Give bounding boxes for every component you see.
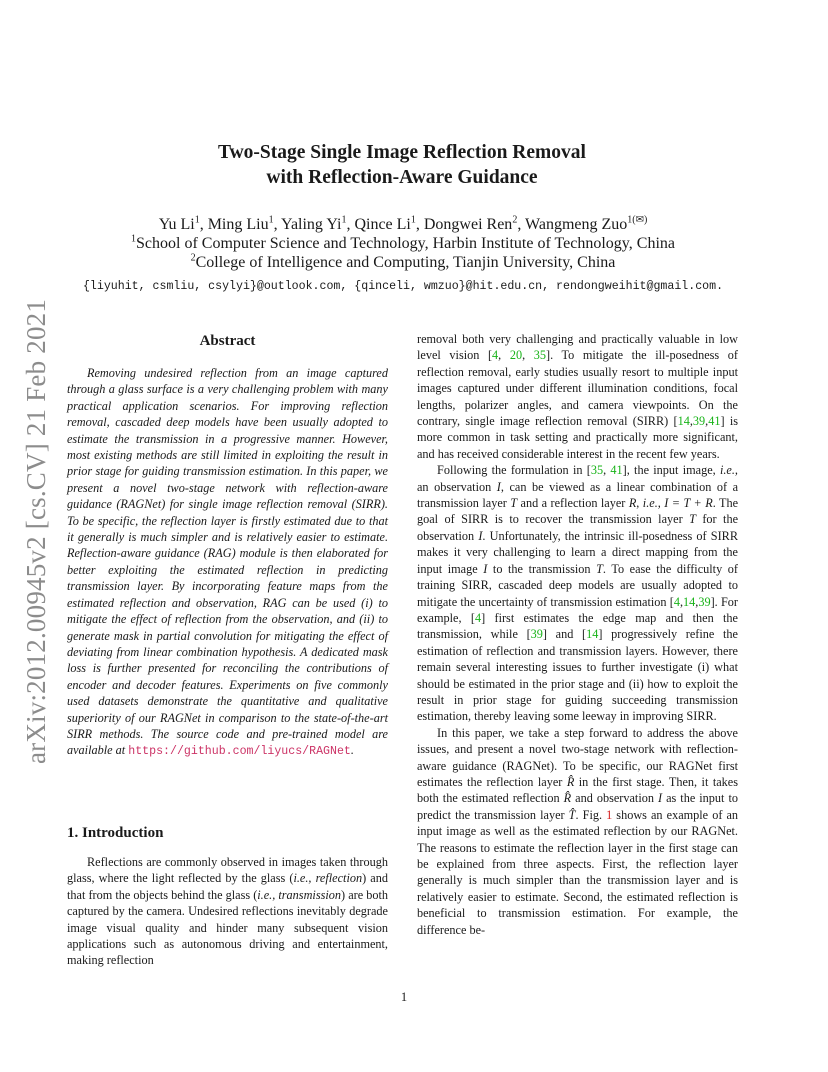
citation-link[interactable]: 20	[509, 348, 523, 363]
abstract-text: Removing undesired reflection from an image captured through a glass surface is a very challenging problem with many practical application scenarios. For improving reflection removal, cascaded deep models have been usually adopted to estimate the transmission in a progressive manner. However, most existing methods are still limited in exploiting the result in prior stage for guiding transmission estimation. In this paper, we present a novel two-stage network with reflection-aware guidance (RAGNet) for single image reflection removal (SIRR). To be specific, the reflection layer is firstly estimated due to that it generally is much simpler and is relatively easier to estimate. Reflection-aware guidance (RAG) module is then elaborated for better exploiting the estimated reflection in predicting transmission layer. By incorporating feature maps from the estimated reflection and observation, RAG can be used (i) to mitigate the effect of reflection from the observation, and (ii) to generate mask in partial convolution for mitigating the effect of deviating from linear combination hypothesis. A dedicated mask loss is further presented for reconciling the contributions of encoder and decoder features. Experiments on five commonly used datasets demonstrate the quantitative and qualitative superiority of our RAGNet in comparison to the state-of-the-art SIRR methods. The source code and pre-trained model are available at	[67, 366, 388, 758]
affiliation-1: $^1$School of Computer Science and Technology, Harbin Institute of Technology, China	[131, 233, 675, 252]
arxiv-stamp	[20, 286, 52, 764]
citation-link[interactable]: 41	[708, 414, 721, 429]
citation-link[interactable]: 41	[610, 463, 623, 478]
abstract-heading: Abstract	[199, 333, 256, 349]
citation-link[interactable]: 4	[673, 594, 680, 609]
page-number: 1	[400, 990, 408, 1004]
section-heading-introduction: 1. Introduction	[67, 825, 164, 841]
title-line-2: with Reflection-Aware Guidance	[266, 167, 538, 188]
arxiv-stamp-text: arXiv:2012.00945v2 [cs.CV] 21 Feb 2021	[21, 298, 51, 764]
figure-link[interactable]: 1	[606, 807, 613, 822]
abstract-body: Removing undesired reflection from an image captured through a glass surface is a very challenging problem with many practical application scenarios. For improving reflection removal, cascaded deep models have been usually adopted to estimate the transmission in a progressive manner. However, most existing methods are still limited in exploiting the result in prior stage for guiding transmission estimation. In this paper, we present a novel two-stage network with reflection-aware guidance (RAGNet) for single image reflection removal (SIRR). To be specific, the reflection layer is firstly estimated due to that it generally is much simpler and is relatively easier to estimate. Reflection-aware guidance (RAG) module is then elaborated for better exploiting the estimated reflection in predicting transmission layer. By incorporating feature maps from the estimated reflection and observation, RAG can be used (i) to mitigate the effect of reflection from the observation, and (ii) to generate mask in partial convolution for mitigating the effect of deviating from linear combination hypothesis. A dedicated mask loss is further presented for reconciling the contributions of encoder and decoder features. Experiments on five commonly used datasets demonstrate the quantitative and qualitative superiority of our RAGNet in comparison to the state-of-the-art SIRR methods. The source code and pre-trained model are available at https://github.com/liyucs/RAGNet.	[67, 366, 388, 759]
citation-link[interactable]: 39	[530, 627, 543, 642]
author-list: Yu Li$^1$, Ming Liu$^1$, Yaling Yi$^1$, Qince Li$^1$, Dongwei Ren$^2$, Wangmeng Zuo$^{1(✉)}$	[158, 214, 648, 233]
citation-link[interactable]: 39	[692, 414, 706, 429]
paper-title	[100, 140, 704, 190]
citation-link[interactable]: 4	[474, 610, 482, 625]
citation-link[interactable]: 4	[492, 348, 499, 363]
citation-link[interactable]: 39	[698, 594, 711, 609]
title-line-1: Two-Stage Single Image Reflection Removal	[218, 142, 586, 163]
citation-link[interactable]: 35	[533, 348, 547, 363]
citation-link[interactable]: 14	[683, 594, 696, 609]
affiliation-2: $^2$College of Intelligence and Computing, Tianjin University, China	[190, 252, 616, 271]
citation-link[interactable]: 14	[677, 414, 690, 429]
right-paragraph-1: removal both very challenging and practically valuable in low level vision [4, 20, 35]. To mitigate the ill-posedness of reflection removal, early studies usually resort to multiple input images captured under different illumination conditions, focal lengths, polarizer angles, and camera viewpoints. On the contrary, single image reflection removal (SIRR) [14,39,41] is more common in task setting and practically more significant, and has received considerable interest in the recent few years.	[417, 332, 738, 461]
intro-paragraph: Reflections are commonly observed in images taken through glass, where the light reflected by the glass (i.e., reflection) and that from the objects behind the glass (i.e., transmission) are both captured by the camera. Undesired reflections inevitably degrade image visual quality and hinder many subsequent vision applications such as autonomous driving and entertainment, making reflection	[67, 855, 388, 968]
right-column	[417, 331, 738, 938]
author-emails: {liyuhit, csmliu, csylyi}@outlook.com, {qinceli, wmzuo}@hit.edu.cn, rendongweihit@gmail.com.	[82, 280, 724, 293]
right-paragraph-3: In this paper, we take a step forward to address the above issues, and present a novel two-stage network with reflection-aware guidance (RAGNet). To be specific, our RAGNet first estimates the reflection layer R̂ in the first stage. Then, it takes both the estimated reflection R̂ and observation I as the input to predict the transmission layer T̂. Fig. 1 shows an example of an input image as well as the estimated reflection by our RAGNet. The reasons to estimate the reflection layer in the first stage can be explained from three aspects. First, the reflection layer generally is much simpler than the transmission layer and is relatively easier to estimate. Second, the estimated reflection is beneficial to transmission estimation. For example, the difference be-	[417, 725, 739, 937]
citation-link[interactable]: 14	[586, 627, 599, 642]
code-link[interactable]: https://github.com/liyucs/RAGNet	[128, 745, 351, 759]
author-block	[60, 215, 746, 272]
right-paragraph-2: Following the formulation in [35, 41], the input image, i.e., an observation I, can be viewed as a linear combination of a transmission layer T and a reflection layer R, i.e., I = T + R. The goal of SIRR is to recover the transmission layer T for the observation I. Unfortunately, the intrinsic ill-posedness of SIRR makes it very challenging to learn a direct mapping from the input image I to the transmission T. To ease the difficulty of training SIRR, cascaded deep models are usually adopted to mitigate the uncertainty of transmission estimation [4,14,39]. For example, [4] first estimates the edge map and then the transmission, while [39] and [14] progressively refine the estimation of reflection and transmission layers. However, there remain several interesting issues to further investigate (i) what should be estimated in the prior stage and (ii) how to exploit the result in prior stage for guiding succeeding transmission estimation, thereby leaving some leeway in improving SIRR.	[417, 463, 739, 724]
equation: I = T + R	[664, 496, 713, 511]
citation-link[interactable]: 35	[590, 463, 604, 478]
